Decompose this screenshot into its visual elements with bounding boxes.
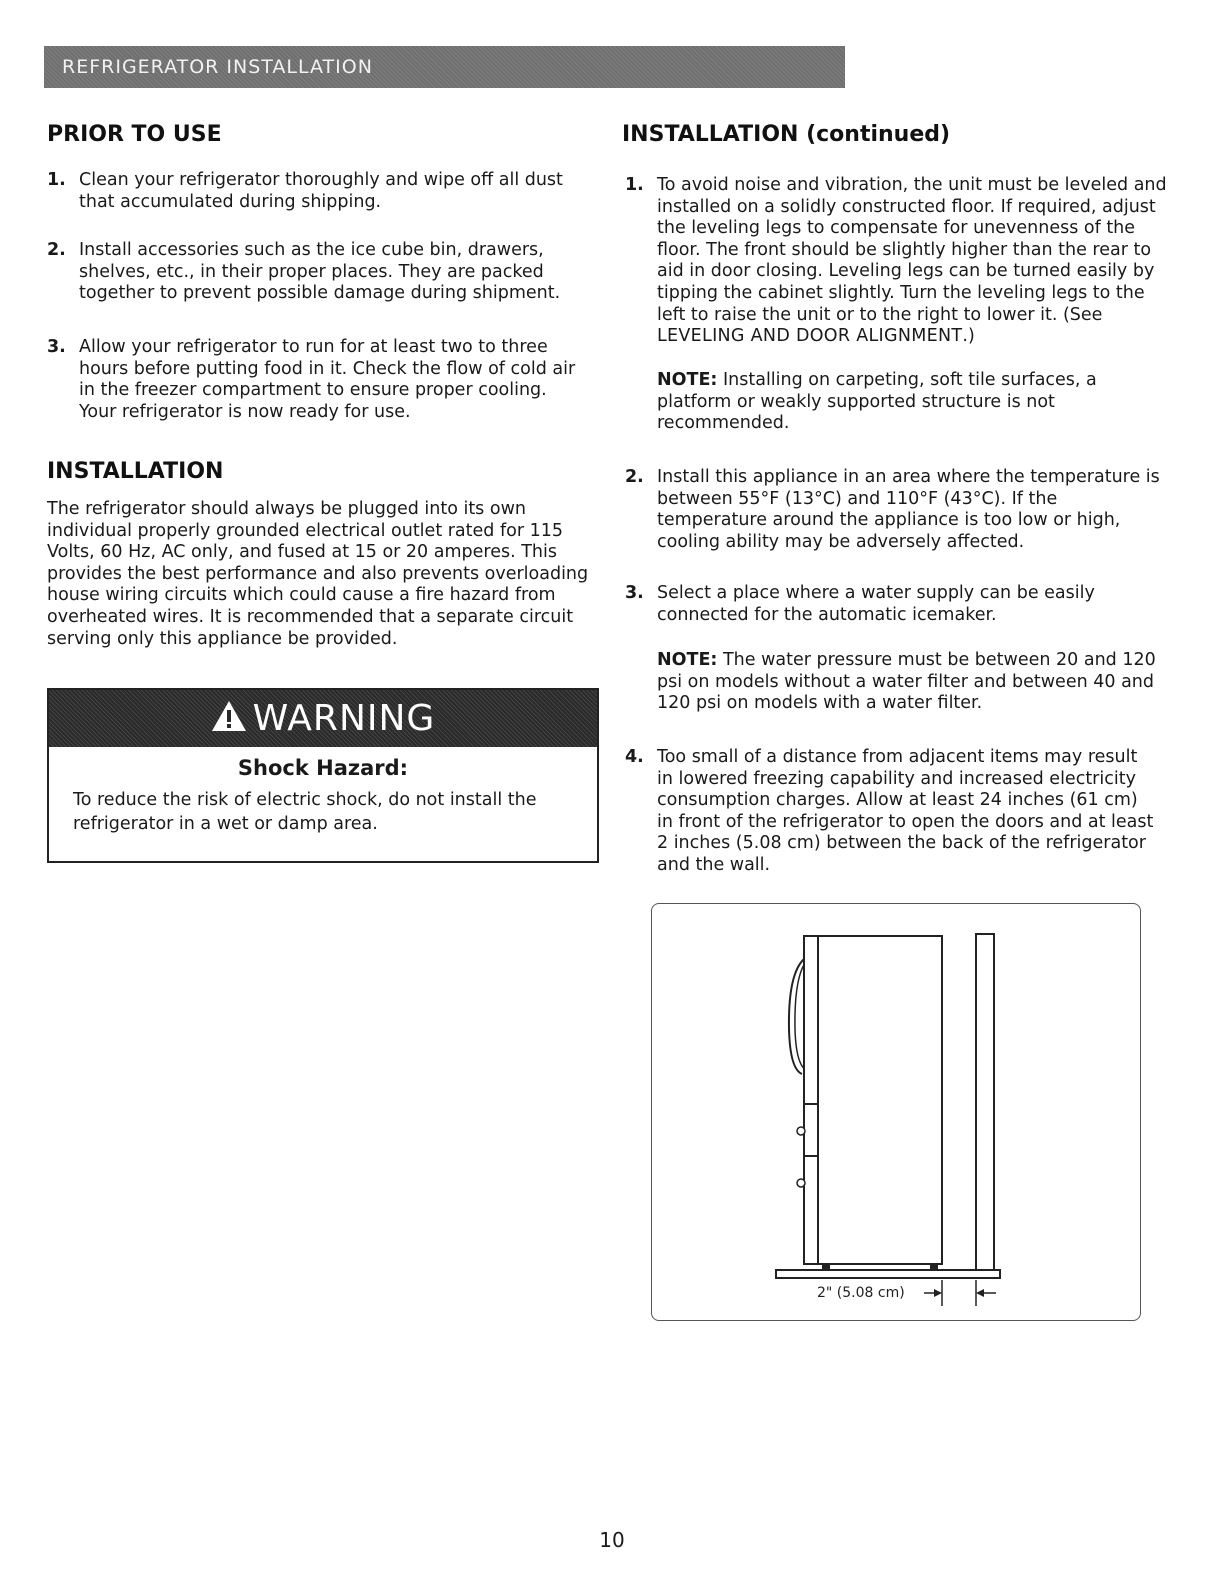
warning-text: To reduce the risk of electric shock, do not install the refrigerator in a wet or damp area. [73, 790, 537, 834]
section-banner: REFRIGERATOR INSTALLATION [44, 46, 845, 88]
installation-paragraph: The refrigerator should always be plugged into its own individual properly grounded electrical outlet rated for 115 Volts, 60 Hz, AC only, and fused at 15 or 20 amperes. This provides the best performance and also prevents overloading house wiring circuits which could cause a fire hazard from overheated wires. It is recommended that a separate circuit serving only this appliance be provided. [47, 499, 589, 649]
clearance-label: 2" (5.08 cm) [817, 1285, 905, 1301]
item-text: Allow your refrigerator to run for at least two to three hours before putting food in it. Check the flow of cold air in the freezer compartment to ensure proper cooling. Your refrigerator is now ready for use. [79, 337, 576, 422]
clearance-diagram [651, 903, 1141, 1321]
item-text: Too small of a distance from adjacent items may result in lowered freezing capability and increased electricity consumption charges. Allow at least 24 inches (61 cm) in front of the refrigerator to open the doors and at least 2 inches (5.08 cm) between the back of the refrigerator and the wall. [657, 747, 1154, 875]
item-text: Install accessories such as the ice cube bin, drawers, shelves, etc., in their proper places. They are packed together to prevent possible damage during shipment. [79, 240, 561, 304]
prior-item-3 [47, 337, 587, 423]
note-text: Installing on carpeting, soft tile surfaces, a platform or weakly supported structure is not recommended. [657, 370, 1097, 434]
item-number: 1. [625, 175, 644, 195]
warning-title: WARNING [252, 698, 436, 739]
note-label: NOTE: [657, 650, 718, 670]
note-label: NOTE: [657, 370, 718, 390]
prior-item-2 [47, 240, 592, 305]
install-item-4 [625, 747, 1155, 877]
item-text: Clean your refrigerator thoroughly and wipe off all dust that accumulated during shipping. [79, 170, 563, 212]
installation-continued-heading: INSTALLATION (continued) [622, 122, 951, 147]
item-number: 1. [47, 170, 66, 190]
refrigerator-side-view-illustration [652, 904, 1140, 1320]
page-number: 10 [599, 1528, 625, 1552]
warning-subtitle: Shock Hazard: [237, 756, 409, 780]
item-text: To avoid noise and vibration, the unit must be leveled and installed on a solidly constructed floor. If required, adjust the leveling legs to compensate for unevenness of the floor. The front should be slightly higher than the rear to aid in door closing. Leveling legs can be turned easily by tipping the cabinet slightly. Turn the leveling legs to the left to raise the unit or to the right to lower it. (See LEVELING AND DOOR ALIGNMENT.) [657, 175, 1167, 347]
item-number: 3. [625, 583, 644, 603]
item-text: Install this appliance in an area where the temperature is between 55°F (13°C) and 110°F (43°C). If the temperature around the appliance is too low or high, cooling ability may be adversely affected. [657, 467, 1160, 552]
cross-reference: LEVELING AND DOOR ALIGNMENT [657, 326, 963, 347]
note-1 [657, 370, 1137, 435]
install-item-1 [625, 175, 1173, 348]
note-text: The water pressure must be between 20 and 120 psi on models without a water filter and between 40 and 120 psi on models with a water filter. [657, 650, 1156, 714]
installation-heading: INSTALLATION [47, 459, 224, 484]
warning-triangle-icon [211, 692, 247, 749]
prior-item-1 [47, 170, 577, 213]
item-number: 2. [625, 467, 644, 487]
warning-header [49, 690, 597, 747]
item-number: 4. [625, 747, 644, 767]
prior-to-use-heading: PRIOR TO USE [47, 122, 222, 147]
note-2 [657, 650, 1157, 715]
item-number: 2. [47, 240, 66, 260]
install-item-2 [625, 467, 1170, 553]
item-number: 3. [47, 337, 66, 357]
warning-box [47, 688, 599, 863]
item-text: Select a place where a water supply can be easily connected for the automatic icemaker. [657, 583, 1095, 625]
install-item-3 [625, 583, 1165, 626]
